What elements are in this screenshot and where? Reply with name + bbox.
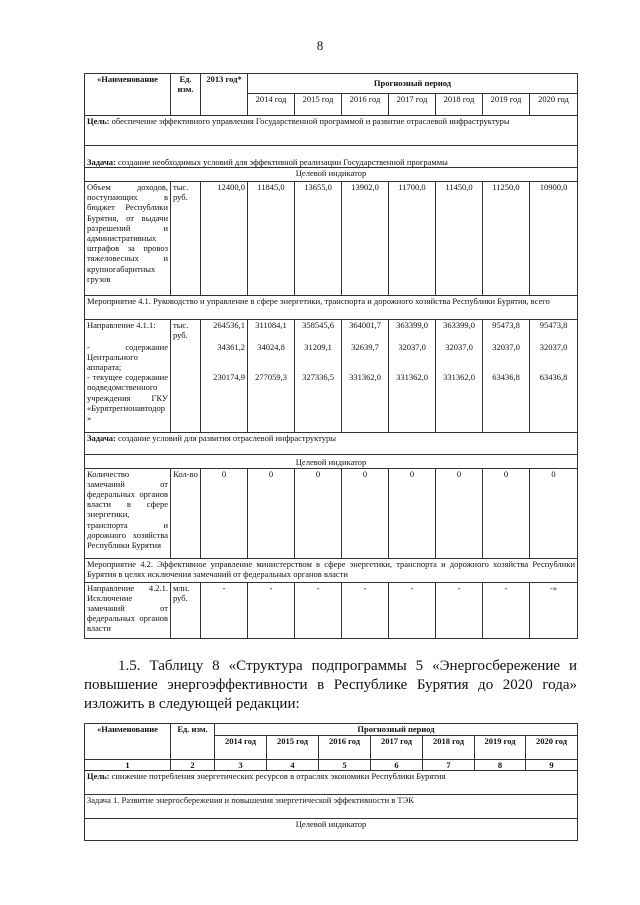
current-name: - текущее содержание подведомственного учреждения ГКУ «Бурятрегионавтодор» bbox=[85, 372, 171, 432]
central-2019: 32037,0 bbox=[483, 342, 530, 373]
income-2020: 10900,0 bbox=[530, 182, 578, 296]
current-2018: 331362,0 bbox=[436, 372, 483, 432]
year-2019: 2019 год bbox=[483, 94, 530, 116]
income-unit: тыс. руб. bbox=[171, 182, 201, 296]
central-2016: 32639,7 bbox=[342, 342, 389, 373]
dir421-2013: - bbox=[201, 582, 248, 638]
amendment-text: 1.5. Таблицу 8 «Структура подпрограммы 5 «Энергосбережение и повышение энергоэффективности в Республике Бурятия до 2020 года» изложить в следующей редакции: bbox=[84, 658, 577, 712]
income-2018: 11450,0 bbox=[436, 182, 483, 296]
dir421-2014: - bbox=[248, 582, 295, 638]
remarks-unit: Кол-во bbox=[171, 468, 201, 558]
dir-2016: 364001,7 bbox=[342, 320, 389, 342]
year-2015: 2015 год bbox=[295, 94, 342, 116]
t2-header-forecast: Прогнозный период bbox=[215, 724, 578, 736]
t2-colnum-6: 6 bbox=[371, 760, 423, 771]
current-2019: 63436,8 bbox=[483, 372, 530, 432]
year-2017: 2017 год bbox=[389, 94, 436, 116]
remarks-name: Количество замечаний от федеральных органов власти в сфере энергетики, транспорта и дорожного хозяйства Республики Бурятия bbox=[85, 468, 171, 558]
t2-colnum-7: 7 bbox=[423, 760, 475, 771]
remarks-2019: 0 bbox=[483, 468, 530, 558]
t2-goal-row bbox=[85, 771, 578, 795]
t2-colnum-2: 2 bbox=[171, 760, 215, 771]
goal-row bbox=[85, 116, 578, 146]
central-2020: 32037,0 bbox=[530, 342, 578, 373]
t2-task1-row: Задача 1. Развитие энергосбережения и повышения энергетической эффективности в ТЭК bbox=[85, 795, 578, 819]
task1-row bbox=[85, 146, 578, 168]
dir-4-2-1-name: Направление 4.2.1. Исключение замечаний от федеральных органов власти bbox=[85, 582, 171, 638]
indicator1: Целевой индикатор bbox=[85, 168, 578, 182]
dir421-2017: - bbox=[389, 582, 436, 638]
income-2014: 11845,0 bbox=[248, 182, 295, 296]
t2-colnum-1: 1 bbox=[85, 760, 171, 771]
income-name: Объем доходов, поступающих в бюджет Республики Бурятия, от выдачи разрешений и административных штрафов за провоз тяжеловесных и крупногабаритных грузов bbox=[85, 182, 171, 296]
year-2014: 2014 год bbox=[248, 94, 295, 116]
amendment-paragraph bbox=[84, 657, 577, 714]
t2-year-2017: 2017 год bbox=[371, 736, 423, 760]
dir-2014: 311084,1 bbox=[248, 320, 295, 342]
task1-text: создание необходимых условий для эффективной реализации Государственной программы bbox=[115, 156, 448, 167]
dir-4-1-1-unit: тыс. руб. bbox=[171, 320, 201, 433]
remarks-2020: 0 bbox=[530, 468, 578, 558]
task2-row bbox=[85, 432, 578, 454]
t2-year-2020: 2020 год bbox=[526, 736, 578, 760]
income-2013: 12400,0 bbox=[201, 182, 248, 296]
dir421-2016: - bbox=[342, 582, 389, 638]
central-2013: 34361,2 bbox=[201, 342, 248, 373]
central-2017: 32037,0 bbox=[389, 342, 436, 373]
remarks-2013: 0 bbox=[201, 468, 248, 558]
current-2013: 230174,9 bbox=[201, 372, 248, 432]
t2-colnum-9: 9 bbox=[526, 760, 578, 771]
t2-goal-text: снижение потребления энергетических ресурсов в отраслях экономики Республики Бурятия bbox=[109, 771, 446, 782]
t2-header-unit: Ед. изм. bbox=[171, 724, 215, 760]
dir421-2020: -» bbox=[530, 582, 578, 638]
income-2016: 13902,0 bbox=[342, 182, 389, 296]
t2-colnum-3: 3 bbox=[215, 760, 267, 771]
year-2018: 2018 год bbox=[436, 94, 483, 116]
current-2015: 327336,5 bbox=[295, 372, 342, 432]
central-2018: 32037,0 bbox=[436, 342, 483, 373]
goal-text: обеспечение эффективного управления Государственной программой и развитие отраслевой инфраструктуры bbox=[109, 116, 510, 126]
dir-2019: 95473,8 bbox=[483, 320, 530, 342]
subprogram-table bbox=[84, 73, 578, 639]
remarks-2017: 0 bbox=[389, 468, 436, 558]
dir-2020: 95473,8 bbox=[530, 320, 578, 342]
dir-2018: 363399,0 bbox=[436, 320, 483, 342]
page-number: 8 bbox=[316, 38, 324, 53]
header-unit: Ед. изм. bbox=[171, 74, 201, 116]
central-2015: 31209,1 bbox=[295, 342, 342, 373]
t2-goal-label: Цель: bbox=[87, 771, 110, 782]
dir-2015: 358545,6 bbox=[295, 320, 342, 342]
t2-year-2014: 2014 год bbox=[215, 736, 267, 760]
current-2017: 331362,0 bbox=[389, 372, 436, 432]
dir421-2018: - bbox=[436, 582, 483, 638]
header-base-year: 2013 год* bbox=[201, 74, 248, 116]
t2-year-2019: 2019 год bbox=[475, 736, 526, 760]
dir-2013: 264536,1 bbox=[201, 320, 248, 342]
t2-year-2016: 2016 год bbox=[319, 736, 371, 760]
t2-year-2018: 2018 год bbox=[423, 736, 475, 760]
dir421-2015: - bbox=[295, 582, 342, 638]
dir-4-2-1-unit: млн. руб. bbox=[171, 582, 201, 638]
subprogram5-table bbox=[84, 723, 578, 841]
current-2016: 331362,0 bbox=[342, 372, 389, 432]
current-2020: 63436,8 bbox=[530, 372, 578, 432]
task2-text: создание условий для развития отраслевой инфраструктуры bbox=[115, 432, 336, 443]
dir-4-1-1-name: Направление 4.1.1: bbox=[85, 320, 171, 342]
measure-4-2: Мероприятие 4.2. Эффективное управление министерством в сфере энергетики, транспорта и дорожного хозяйства Республики Бурятия в целях исключения замечаний от федеральных органов власти bbox=[85, 558, 578, 582]
header-name: «Наименование bbox=[85, 74, 171, 116]
income-2017: 11700,0 bbox=[389, 182, 436, 296]
dir421-2019: - bbox=[483, 582, 530, 638]
t2-year-2015: 2015 год bbox=[267, 736, 319, 760]
year-2016: 2016 год bbox=[342, 94, 389, 116]
t2-colnum-5: 5 bbox=[319, 760, 371, 771]
remarks-2014: 0 bbox=[248, 468, 295, 558]
t2-colnum-4: 4 bbox=[267, 760, 319, 771]
header-forecast: Прогнозный период bbox=[248, 74, 578, 94]
t2-colnum-8: 8 bbox=[475, 760, 526, 771]
central-2014: 34024,8 bbox=[248, 342, 295, 373]
current-2014: 277059,3 bbox=[248, 372, 295, 432]
income-2015: 13655,0 bbox=[295, 182, 342, 296]
dir-2017: 363399,0 bbox=[389, 320, 436, 342]
central-name: - содержание Центрального аппарата; bbox=[85, 342, 171, 373]
task1-label: Задача: bbox=[87, 156, 116, 167]
indicator2: Целевой индикатор bbox=[85, 454, 578, 468]
task2-label: Задача: bbox=[87, 432, 116, 443]
remarks-2018: 0 bbox=[436, 468, 483, 558]
t2-header-name: «Наименование bbox=[85, 724, 171, 760]
t2-indicator: Целевой индикатор bbox=[85, 819, 578, 841]
remarks-2016: 0 bbox=[342, 468, 389, 558]
remarks-2015: 0 bbox=[295, 468, 342, 558]
income-2019: 11250,0 bbox=[483, 182, 530, 296]
goal-label: Цель: bbox=[87, 116, 110, 126]
year-2020: 2020 год bbox=[530, 94, 578, 116]
measure-4-1: Мероприятие 4.1. Руководство и управление в сфере энергетики, транспорта и дорожного хозяйства Республики Бурятия, всего bbox=[85, 296, 578, 320]
